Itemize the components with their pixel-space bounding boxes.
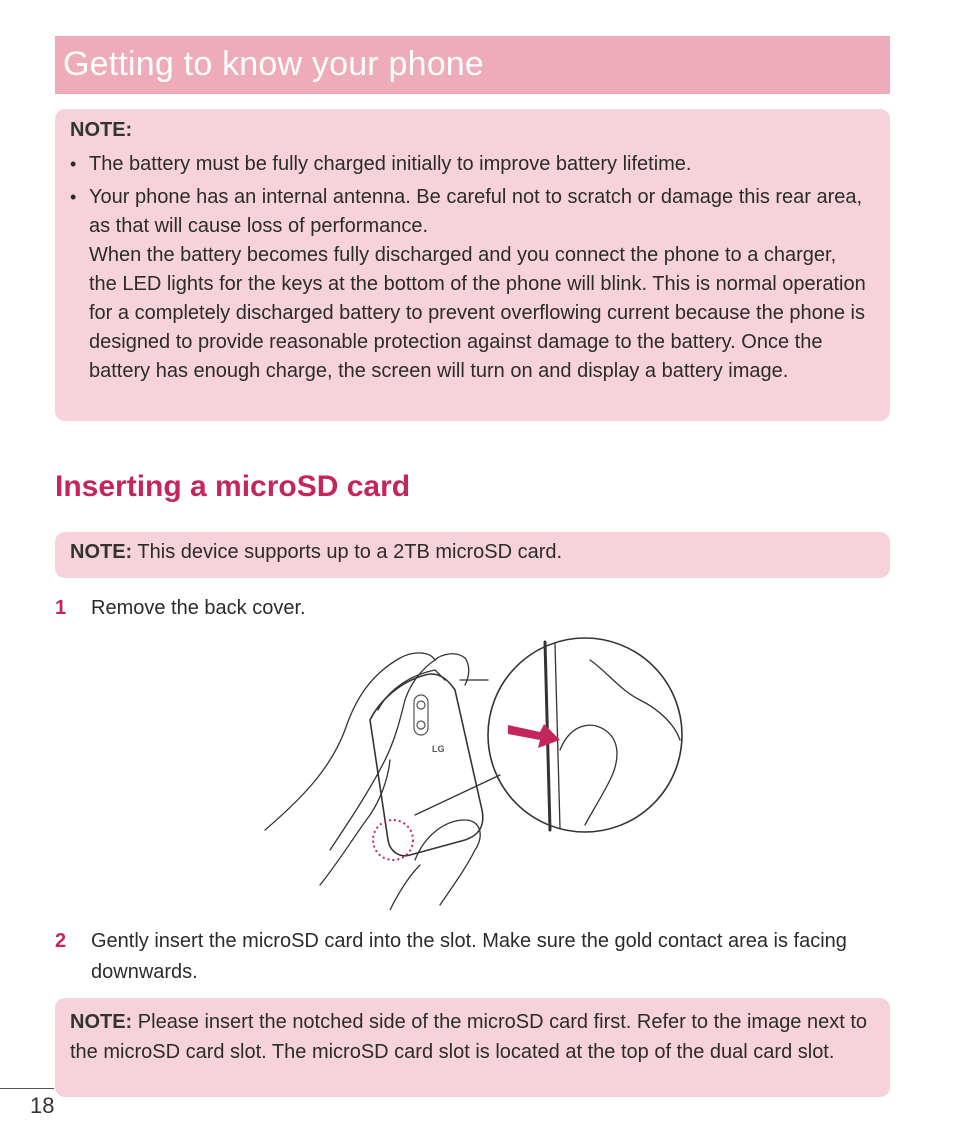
footer-divider: [0, 1088, 54, 1089]
note-text: This device supports up to a 2TB microSD card.: [137, 541, 563, 563]
note-label: NOTE:: [70, 541, 133, 563]
note-bullet-item: [70, 183, 868, 386]
arrow-icon: [508, 724, 560, 748]
step-1: [55, 593, 875, 624]
note-label: NOTE:: [70, 119, 133, 141]
magnified-finger: [560, 725, 617, 825]
note-box-insert: [55, 998, 890, 1097]
highlight-circle-dotted: [373, 820, 413, 860]
phone-body: [370, 674, 483, 856]
page-header: [55, 36, 890, 94]
note-bullet-text: Your phone has an internal antenna. Be careful not to scratch or damage this rear area, as that will cause loss of performance.: [89, 186, 863, 237]
note-bullet-list: [70, 150, 868, 386]
page-number: 18: [30, 1093, 55, 1118]
phone-edge: [378, 670, 445, 710]
hand-right-fingers: [415, 820, 480, 905]
step-number: 1: [55, 597, 67, 619]
note-box-battery: [55, 109, 890, 421]
step-text: Remove the back cover.: [91, 597, 306, 619]
step-number: 2: [55, 930, 67, 952]
brand-logo-text: LG: [432, 744, 445, 754]
page-title: Getting to know your phone: [63, 45, 485, 83]
note-bullet-item: • The battery must be fully charged initially to improve battery lifetime.: [70, 150, 868, 179]
note-box-capacity: [55, 532, 890, 578]
step-text: Gently insert the microSD card into the slot. Make sure the gold contact area is facing downwards.: [91, 930, 847, 983]
note-bullet-text: When the battery becomes fully discharged and you connect the phone to a charger, the LED lights for the keys at the bottom of the phone will blink. This is normal operation for a completely discharged battery to prevent overflowing current because the phone is designed to provide reasonable protection against damage to the battery. Once the battery has enough charge, the screen will turn on and display a battery image.: [89, 244, 866, 382]
lens-cluster: [414, 695, 428, 735]
note-text: Please insert the notched side of the microSD card first. Refer to the image next to the microSD card slot. The microSD card slot is located at the top of the dual card slot.: [70, 1011, 868, 1063]
section-title: Inserting a microSD card: [55, 470, 411, 503]
hand-left-outline: [265, 653, 435, 850]
step-2: [55, 926, 875, 988]
note-label: NOTE:: [70, 1011, 133, 1033]
callout-line-bottom: [415, 775, 500, 815]
magnified-finger-knuckle: [590, 660, 680, 740]
hand-right-wrist: [390, 865, 420, 910]
remove-back-cover-illustration: [260, 630, 690, 910]
